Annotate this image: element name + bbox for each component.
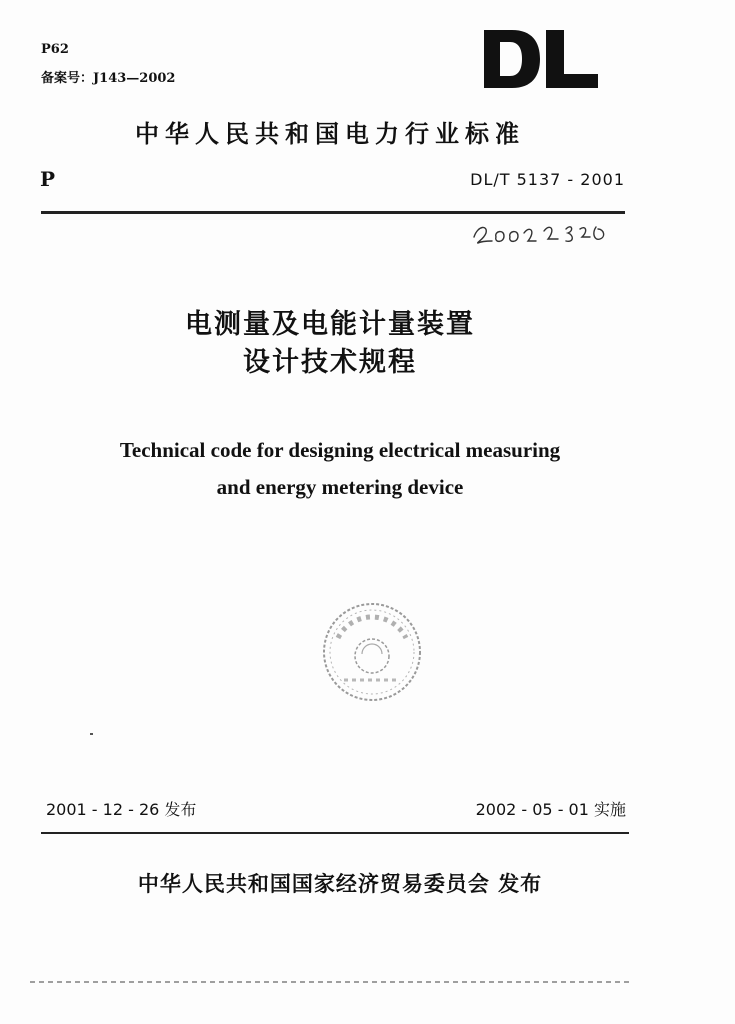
publisher: 中华人民共和国国家经济贸易委员会 发布 — [137, 871, 543, 896]
scan-artifact-line — [30, 981, 630, 983]
title-cn-line-1: 电测量及电能计量装置 — [185, 309, 475, 340]
title-chinese — [120, 306, 540, 382]
record-number: 备案号：J143—2002 — [41, 71, 176, 86]
standard-category: 中华人民共和国电力行业标准 — [135, 119, 525, 148]
classification-code: P62 — [41, 42, 69, 57]
footer-divider — [41, 832, 629, 834]
implementation-date: 2002 - 05 - 01 实施 — [475, 800, 626, 819]
official-seal-stamp — [318, 598, 426, 706]
header-divider — [41, 211, 625, 214]
dl-logo — [482, 28, 600, 90]
title-en-line-2: and energy metering device — [216, 475, 464, 499]
standard-number: DL/T 5137 - 2001 — [470, 170, 625, 189]
handwritten-note — [470, 217, 620, 247]
issue-date: 2001 - 12 - 26 发布 — [46, 800, 197, 819]
title-english — [60, 432, 620, 506]
standard-letter: P — [40, 167, 56, 191]
title-cn-line-2: 设计技术规程 — [243, 347, 417, 378]
scan-speck — [90, 733, 93, 735]
title-en-line-1: Technical code for designing electrical measuring — [119, 438, 561, 462]
